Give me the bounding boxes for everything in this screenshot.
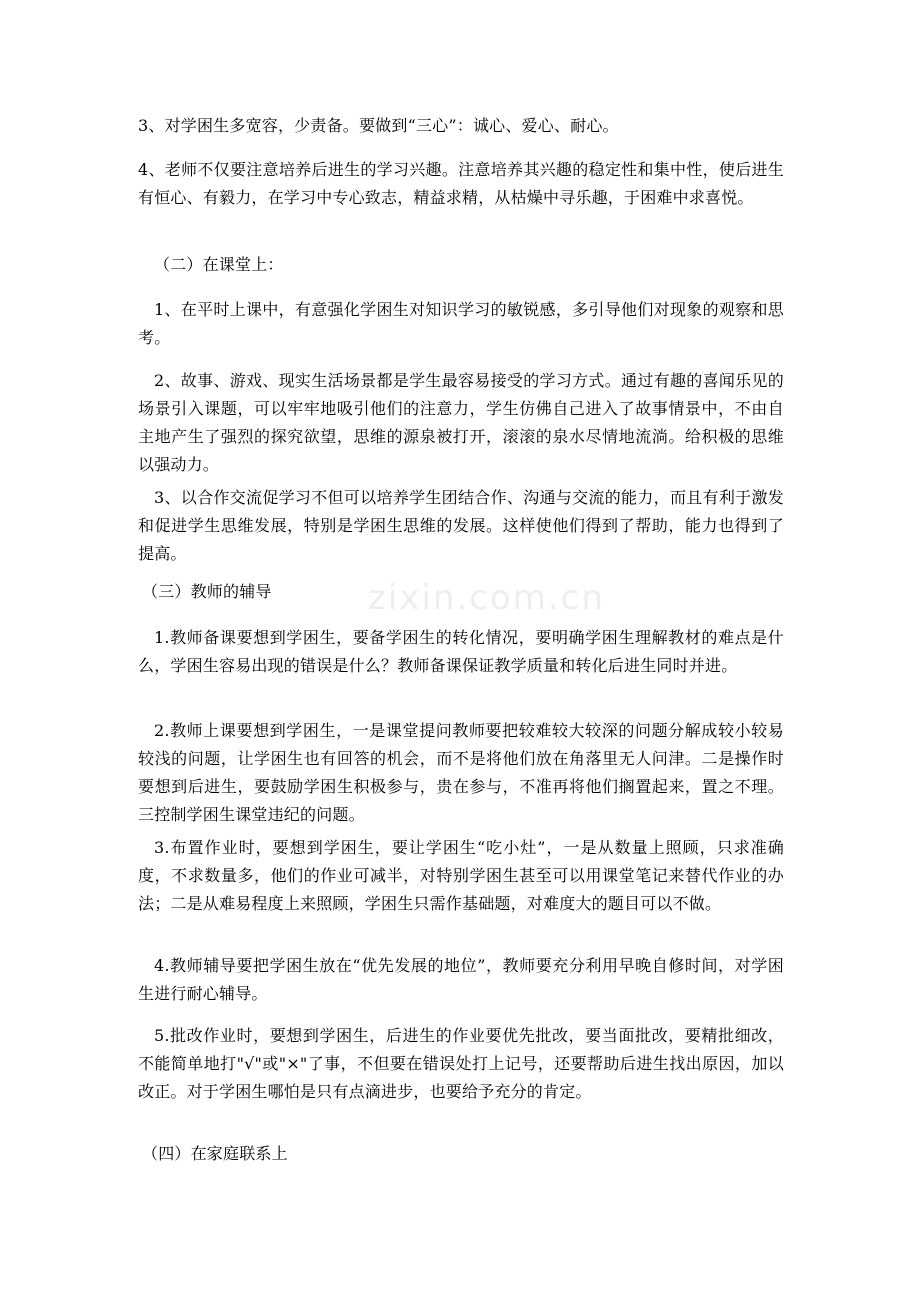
paragraph-classroom-1: 1、在平时上课中，有意强化学困生对知识学习的敏锐感，多引导他们对现象的观察和思考。	[138, 300, 784, 347]
paragraph-classroom-2: 2、故事、游戏、现实生活场景都是学生最容易接受的学习方式。通过有趣的喜闻乐见的场景引入课题，可以牢牢地吸引他们的注意力，学生仿佛自己进入了故事情景中，不由自主地产生了强烈的探究欲望，思维的源泉被打开，滚滚的泉水尽情地流淌。给积极的思维以强动力。	[138, 371, 784, 474]
paragraph-tutoring-1: 1.教师备课要想到学困生，要备学困生的转化情况，要明确学困生理解教材的难点是什么，学困生容易出现的错误是什么？教师备课保证教学质量和转化后进生同时并进。	[138, 628, 784, 675]
section-heading-classroom: （二）在课堂上：	[154, 255, 284, 274]
section-heading-tutoring: （三）教师的辅导	[142, 582, 272, 601]
paragraph-tutoring-5: 5.批改作业时，要想到学困生，后进生的作业要优先批改，要当面批改，要精批细改，不能简单地打"√"或"×"了事，不但要在错误处打上记号，还要帮助后进生找出原因，加以改正。对于学困生哪怕是只有点滴进步，也要给予充分的肯定。	[138, 1026, 784, 1101]
paragraph-interest: 4、老师不仅要注意培养后进生的学习兴趣。注意培养其兴趣的稳定性和集中性，使后进生有恒心、有毅力，在学习中专心致志，精益求精，从枯燥中寻乐趣，于困难中求喜悦。	[138, 160, 784, 207]
paragraph-tutoring-4: 4.教师辅导要把学困生放在“优先发展的地位”，教师要充分利用早晚自修时间，对学困生进行耐心辅导。	[138, 956, 784, 1003]
section-heading-family: （四）在家庭联系上	[142, 1144, 288, 1163]
paragraph-tolerance: 3、对学困生多宽容，少责备。要做到“三心”：诚心、爱心、耐心。	[138, 116, 619, 135]
paragraph-tutoring-2: 2.教师上课要想到学困生，一是课堂提问教师要把较难较大较深的问题分解成较小较易较浅的问题，让学困生也有回答的机会，而不是将他们放在角落里无人问津。二是操作时要想到后进生，要鼓励学困生积极参与，贵在参与，不准再将他们搁置起来，置之不理。三控制学困生课堂违纪的问题。	[138, 721, 784, 824]
paragraph-tutoring-3: 3.布置作业时，要想到学困生，要让学困生“吃小灶”，一是从数量上照顾，只求准确度，不求数量多，他们的作业可减半，对特别学困生甚至可以用课堂笔记来替代作业的办法；二是从难易程度上来照顾，学困生只需作基础题，对难度大的题目可以不做。	[138, 838, 784, 913]
watermark-text: zixin.com.cn	[368, 578, 605, 618]
paragraph-classroom-3: 3、以合作交流促学习不但可以培养学生团结合作、沟通与交流的能力，而且有利于激发和促进学生思维发展，特别是学困生思维的发展。这样使他们得到了帮助，能力也得到了提高。	[138, 488, 784, 563]
